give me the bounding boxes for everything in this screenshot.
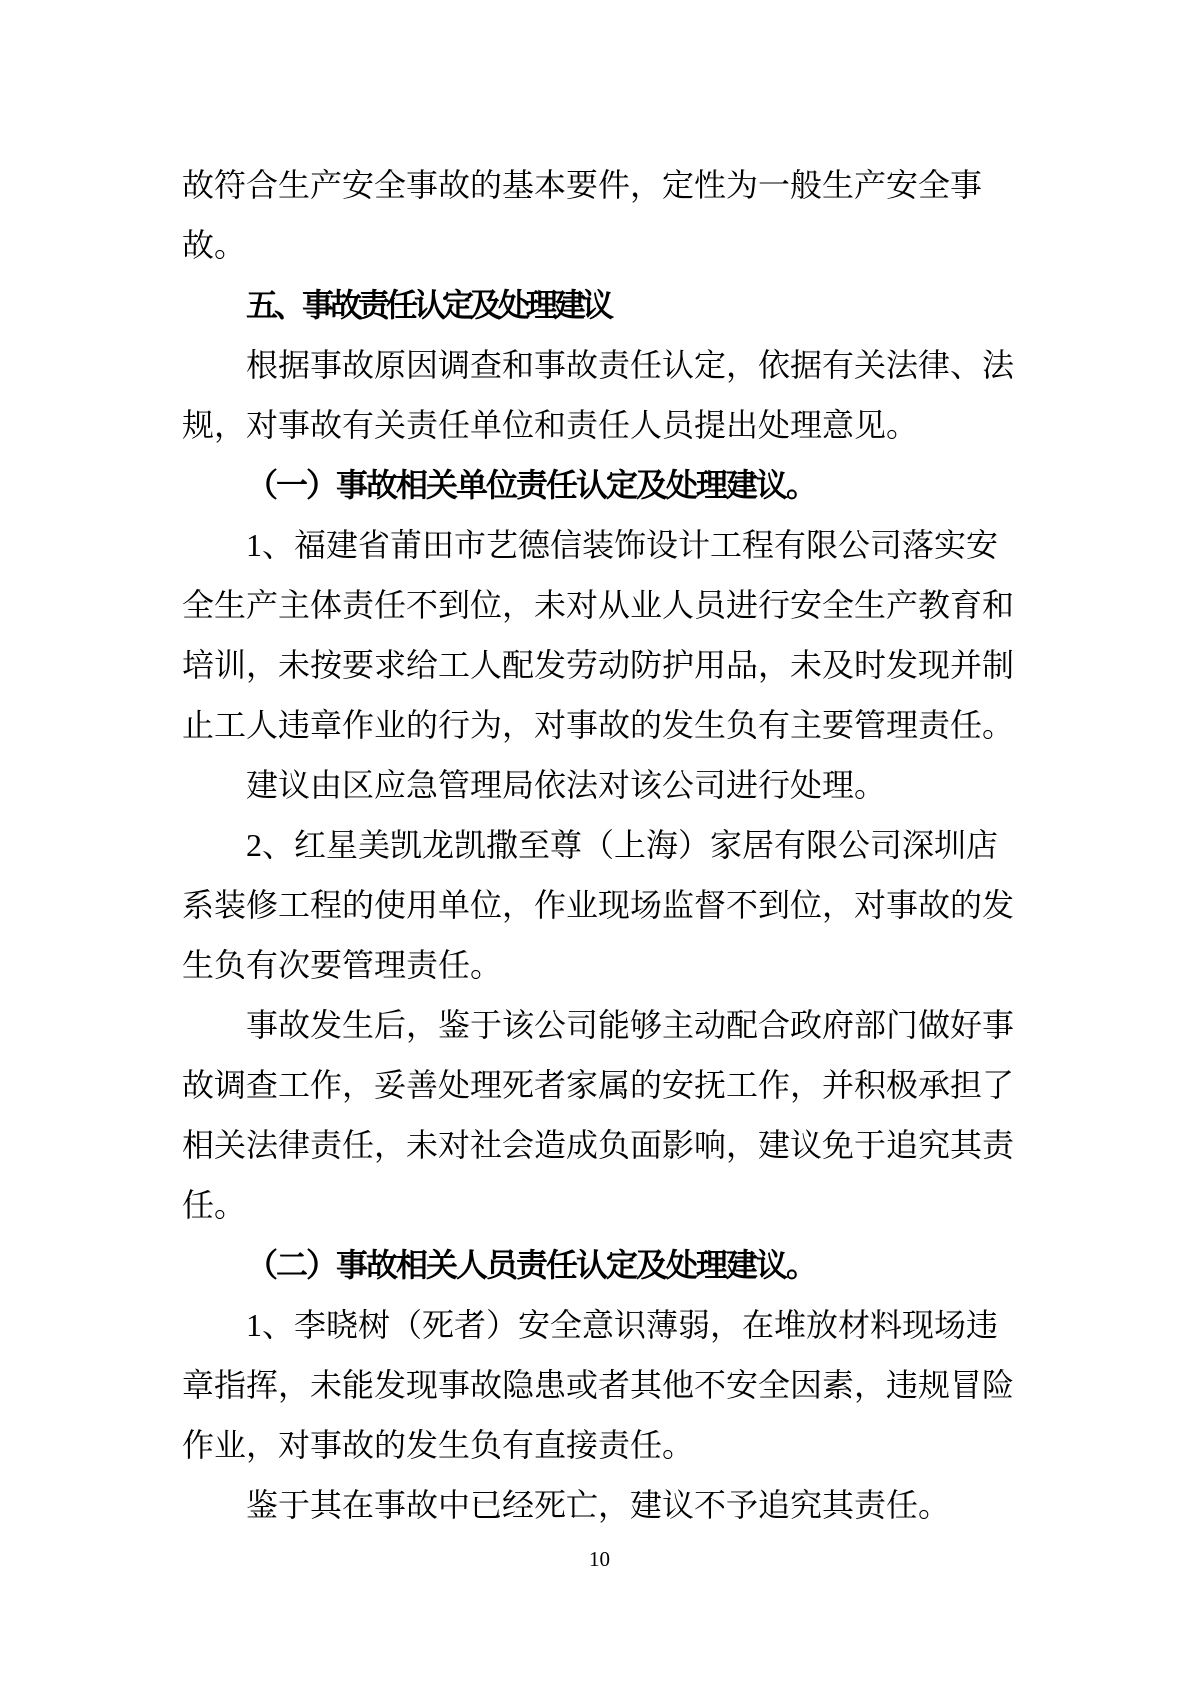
subsection-heading: （二）事故相关人员责任认定及处理建议。 bbox=[246, 1247, 817, 1283]
text-paragraph: 鉴于其在事故中已经死亡，建议不予追究其责任。 bbox=[246, 1487, 951, 1523]
section-heading: 五、事故责任认定及处理建议 bbox=[246, 287, 611, 323]
text-paragraph: 2、红星美凯龙凯撒至尊（上海）家居有限公司深圳店系装修工程的使用单位，作业现场监督不到位，对事故的发生负有次要管理责任。 bbox=[182, 827, 1015, 983]
subsection-heading: （一）事故相关单位责任认定及处理建议。 bbox=[246, 467, 817, 503]
text-paragraph: 根据事故原因调查和事故责任认定，依据有关法律、法规，对事故有关责任单位和责任人员提出处理意见。 bbox=[182, 347, 1015, 443]
text-paragraph: 1、李晓树（死者）安全意识薄弱，在堆放材料现场违章指挥，未能发现事故隐患或者其他不安全因素，违规冒险作业，对事故的发生负有直接责任。 bbox=[182, 1307, 1015, 1463]
document-body bbox=[182, 155, 1014, 1535]
text-paragraph: 建议由区应急管理局依法对该公司进行处理。 bbox=[246, 767, 887, 803]
text-paragraph: 1、福建省莆田市艺德信装饰设计工程有限公司落实安全生产主体责任不到位，未对从业人员进行安全生产教育和培训，未按要求给工人配发劳动防护用品，未及时发现并制止工人违章作业的行为，对事故的发生负有主要管理责任。 bbox=[182, 527, 1015, 743]
page-number: 10 bbox=[589, 1547, 610, 1571]
text-paragraph: 事故发生后，鉴于该公司能够主动配合政府部门做好事故调查工作，妥善处理死者家属的安抚工作，并积极承担了相关法律责任，未对社会造成负面影响，建议免于追究其责任。 bbox=[182, 1007, 1015, 1223]
text-paragraph: 故符合生产安全事故的基本要件，定性为一般生产安全事故。 bbox=[182, 167, 983, 263]
